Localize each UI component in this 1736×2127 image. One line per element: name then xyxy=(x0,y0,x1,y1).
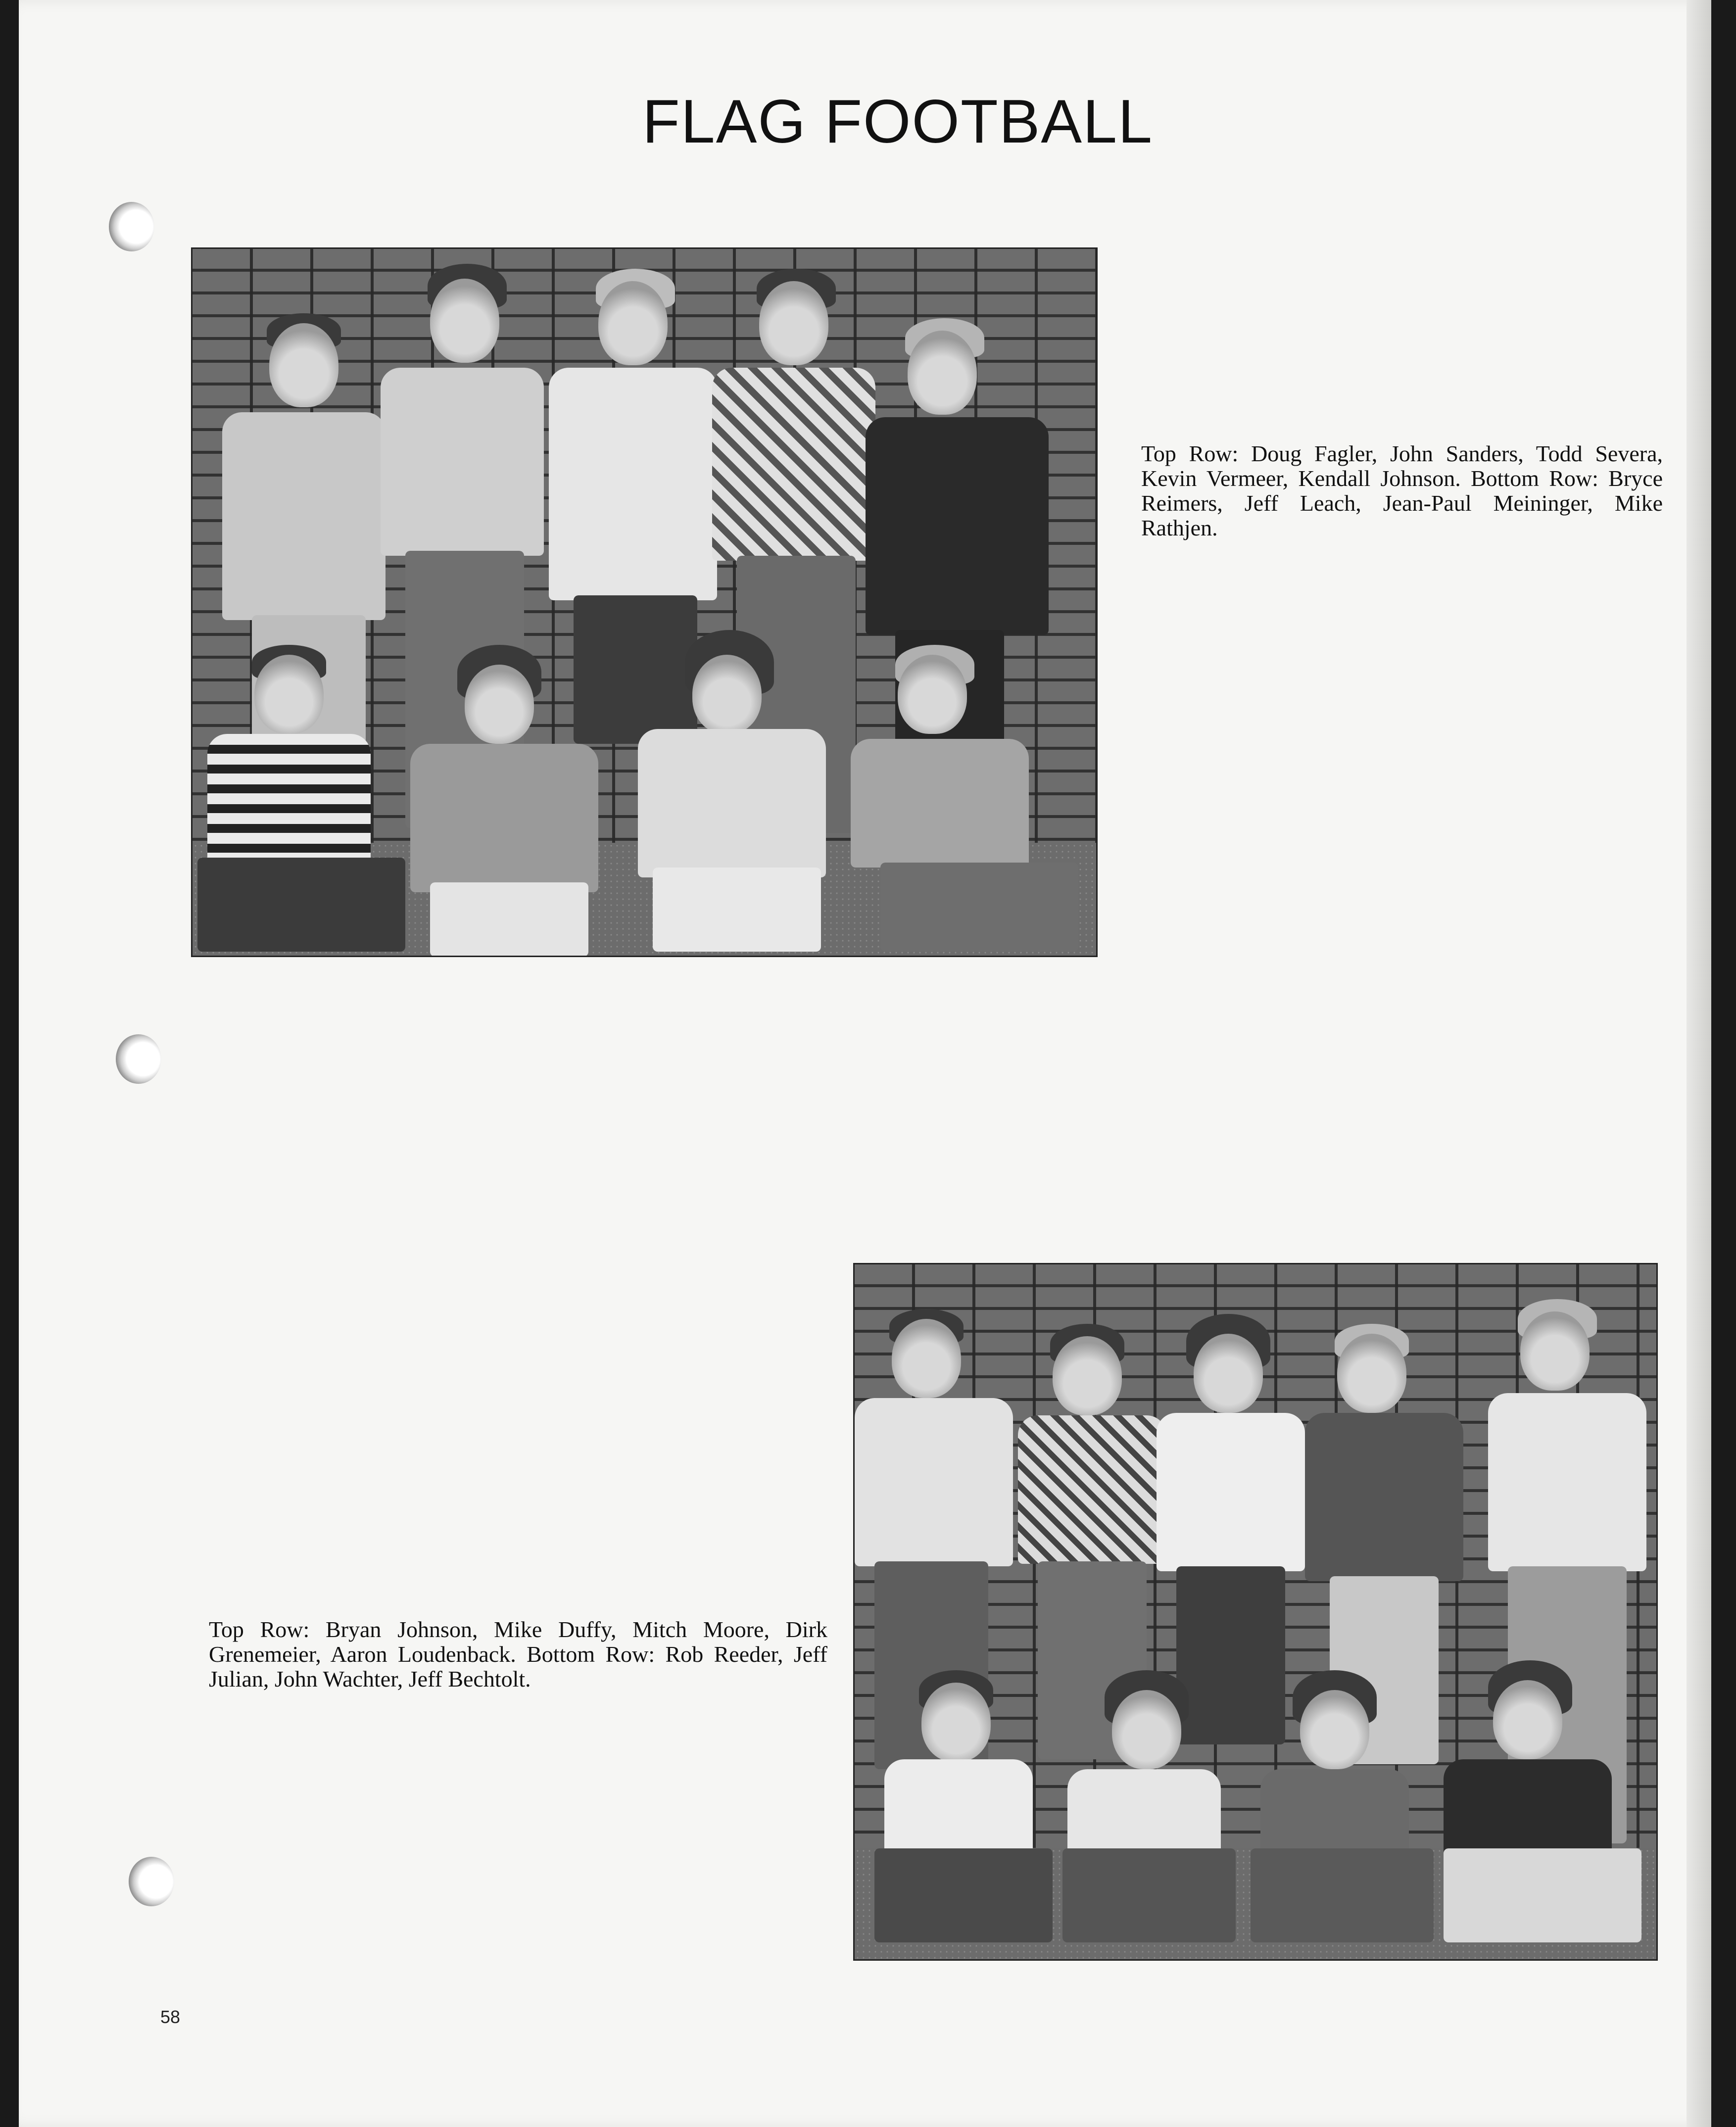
yearbook-page xyxy=(19,0,1711,2127)
punch-hole-top xyxy=(109,202,154,251)
team-photo-1 xyxy=(191,247,1098,957)
photo-1-caption: Top Row: Doug Fagler, John Sanders, Todd Severa, Kevin Vermeer, Kendall Johnson. Bottom Row: Bryce Reimers, Jeff Leach, Jean-Paul Meininger, Mike Rathjen. xyxy=(1141,441,1663,540)
team-photo-2 xyxy=(853,1263,1658,1961)
photo-2-caption: Top Row: Bryan Johnson, Mike Duffy, Mitch Moore, Dirk Grenemeier, Aaron Loudenback. Bottom Row: Rob Reeder, Jeff Julian, John Wachter, Jeff Bechtolt. xyxy=(209,1617,827,1692)
punch-hole-middle xyxy=(116,1034,161,1084)
page-edge xyxy=(1687,0,1711,2127)
punch-hole-bottom xyxy=(129,1857,174,1906)
page-title: FLAG FOOTBALL xyxy=(642,88,1154,156)
page-number: 58 xyxy=(160,2007,181,2027)
